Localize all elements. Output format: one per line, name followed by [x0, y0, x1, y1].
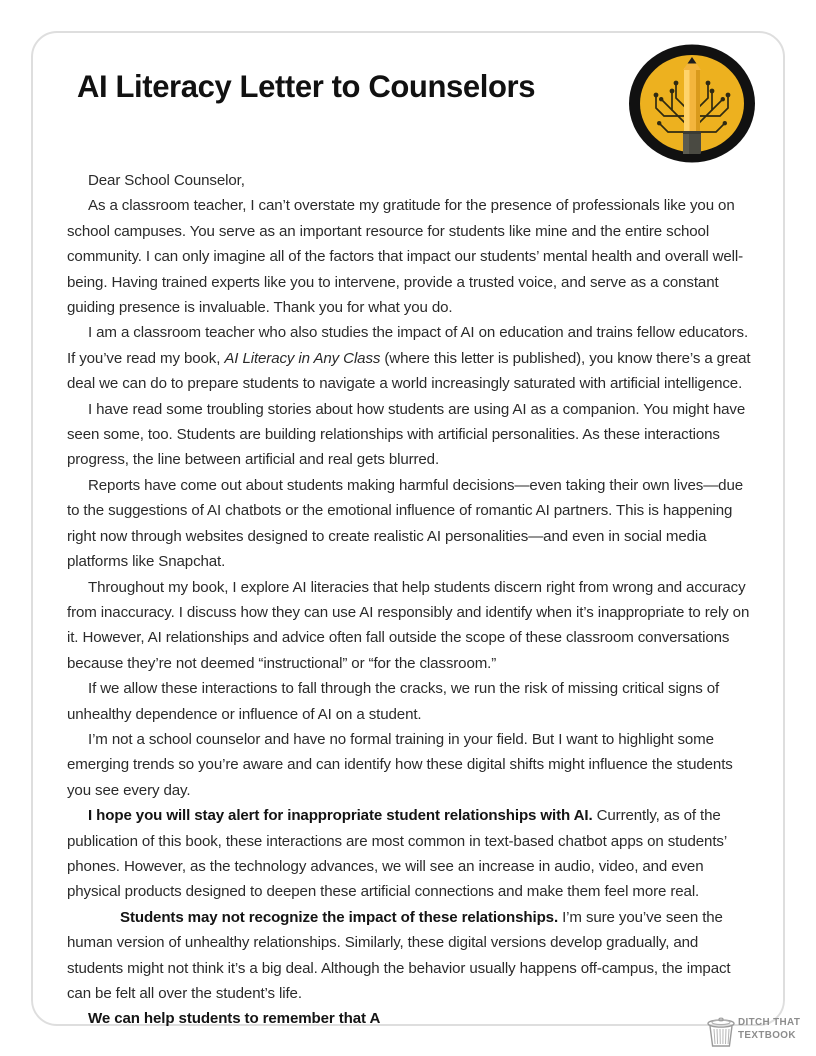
text-run: I hope you will stay alert for inappropriate student relationships with AI. [88, 807, 593, 825]
footer-brand-line1: DITCH THAT [738, 1016, 801, 1028]
text-run: We can help students to remember that A [88, 1010, 381, 1028]
text-run: Currently, as of the publication of this book, these interactions are most common in text-based chatbot apps on students’ phones. However, as the technology advances, we will see an increase in audio, video, and even physical products designed to deepen these artificial connections and make them feel more real. [67, 807, 727, 901]
text-run: I am a classroom teacher who also studies the impact of AI on education and trains fellow educators. If you’ve read my book, [67, 324, 749, 367]
page-title: AI Literacy Letter to Counselors [77, 68, 536, 104]
text-run: Dear School Counselor, [88, 172, 245, 189]
paragraph-ai-literacies [67, 575, 751, 677]
ditch-that-textbook-logo [704, 1014, 808, 1050]
paragraph-salutation [67, 168, 751, 193]
paragraph-reports [67, 473, 751, 575]
pencil-circuit-badge-icon [626, 42, 758, 165]
text-run: Students may not recognize the impact of these relationships. [120, 908, 559, 926]
text-run: Reports have come out about students making harmful decisions—even taking their own lives—due to the suggestions of AI chatbots or the emotional influence of romantic AI partners. This is happening right now through websites designed to create realistic AI personalities—and even in social media platforms like Snapchat. [67, 476, 743, 571]
paragraph-not-a-counselor [67, 727, 751, 803]
text-run: AI Literacy in Any Class [224, 349, 381, 367]
paragraph-we-can-help [67, 1006, 751, 1031]
paragraph-students-may-not-recognize [67, 905, 751, 1007]
paragraph-cracks [67, 676, 751, 727]
text-run: As a classroom teacher, I can’t overstate my gratitude for the presence of professionals like you on school campuses. You serve as an important resource for students like mine and the entire school community. I can only imagine all of the factors that impact our students’ mental health and overall well-being. Having trained experts like you to intervene, provide a trusted voice, and serve as a constant guiding presence is invaluable. Thank you for what you do. [67, 197, 744, 317]
paragraph-troubling-stories [67, 397, 751, 473]
text-run: If we allow these interactions to fall through the cracks, we run the risk of missing critical signs of unhealthy dependence or influence of AI on a student. [67, 680, 720, 723]
text-run: (where this letter is published), you know there’s a great deal we can do to prepare students to navigate a world increasingly saturated with artificial intelligence. [67, 349, 751, 393]
footer-brand-text [738, 1016, 800, 1042]
text-run: I have read some troubling stories about how students are using AI as a companion. You might have seen some, too. Students are building relationships with artificial personalities. As these interactions progress, the line between artificial and real gets blurred. [67, 400, 746, 469]
trash-can-icon [704, 1014, 738, 1048]
paragraph-gratitude [67, 193, 751, 320]
paragraph-about-author [67, 320, 751, 396]
text-run: I’m sure you’ve seen the human version of unhealthy relationships. Similarly, these digital versions develop gradually, and students might not think it’s a big deal. Although the behavior usually happens off-campus, the impact can be felt all over the student’s life. [67, 908, 731, 1002]
document-header [47, 42, 769, 160]
letter-body [67, 168, 751, 1032]
text-run: I’m not a school counselor and have no formal training in your field. But I want to highlight some emerging trends so you’re aware and can identify how these digital shifts might influence the students you see every day. [67, 730, 733, 799]
footer-brand-line2: TEXTBOOK [738, 1029, 796, 1041]
paragraph-stay-alert [67, 803, 751, 905]
text-run: Throughout my book, I explore AI literacies that help students discern right from wrong and accuracy from inaccuracy. I discuss how they can use AI responsibly and identify when it’s inappropriate to rely on it. However, AI relationships and advice often fall outside the scope of these classroom conversations because they’re not deemed “instructional” or “for the classroom.” [67, 578, 750, 672]
